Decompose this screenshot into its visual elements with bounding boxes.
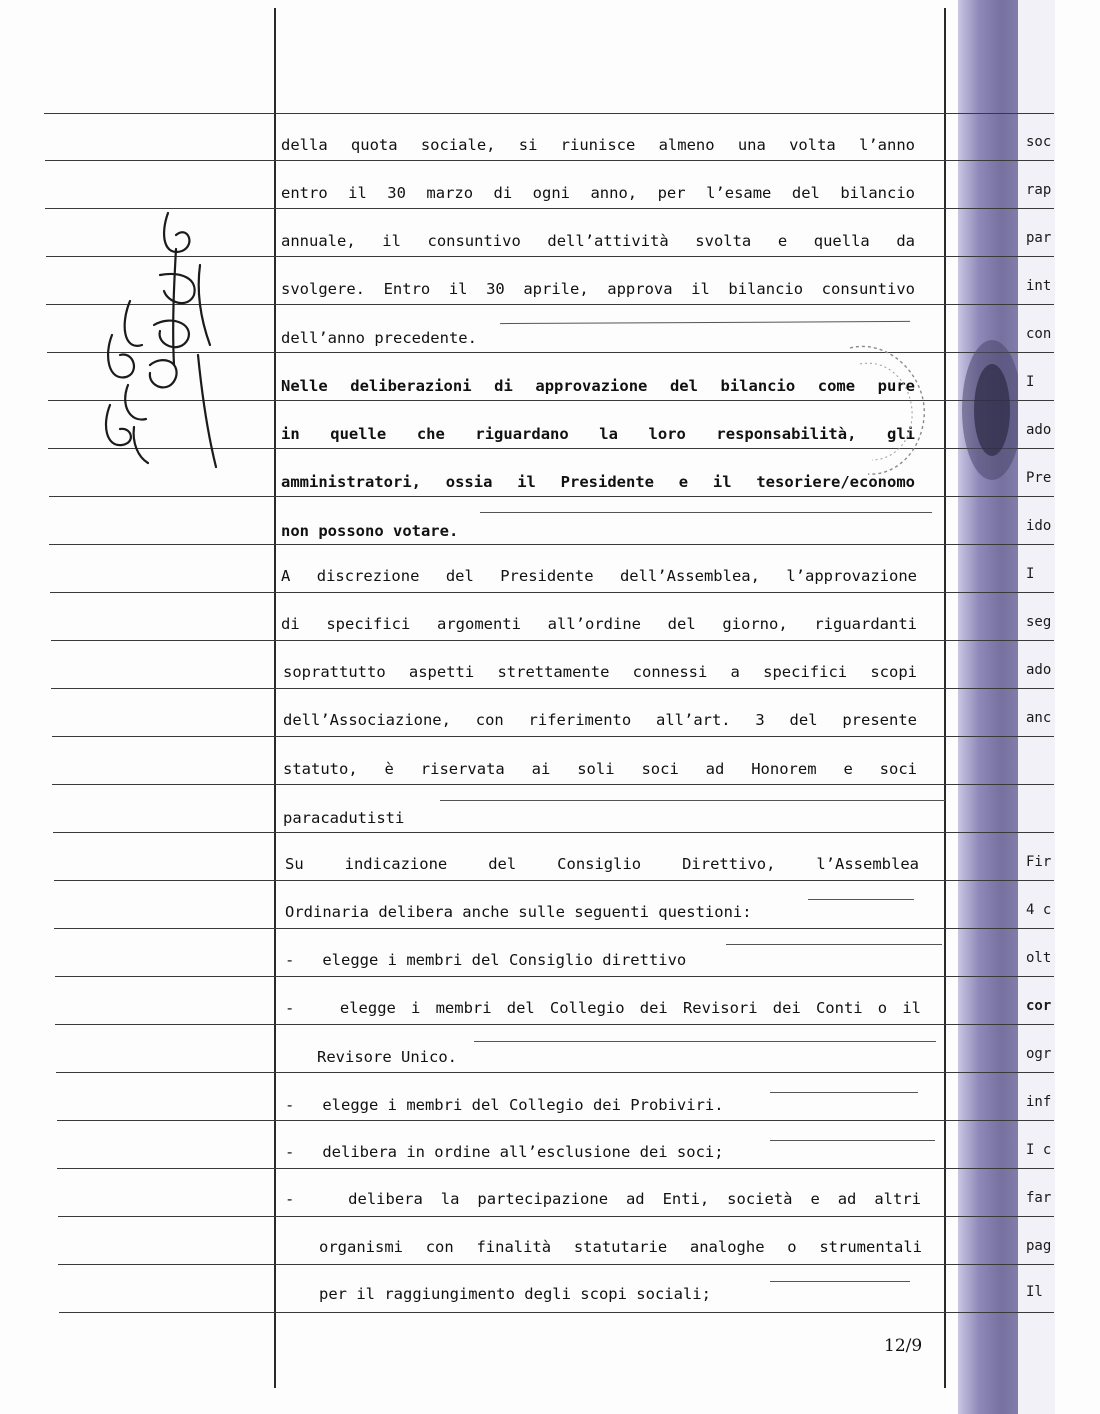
text-line-2: entro il 30 marzo di ogni anno, per l’esame del bilancio	[281, 184, 915, 202]
text-line-12: soprattutto aspetti strettamente connessi a specifici scopi	[283, 663, 917, 681]
next-page-fragment: pag	[1026, 1238, 1052, 1254]
text-line-24: organismi con finalità statutarie analoghe o strumentali	[319, 1238, 922, 1256]
ruled-line	[55, 1024, 1054, 1025]
next-page-fragment: Il	[1026, 1284, 1043, 1300]
next-page-fragment: 4 c	[1026, 902, 1052, 918]
text-line-1: della quota sociale, si riunisce almeno una volta l’anno	[281, 136, 915, 154]
text-line-25: per il raggiungimento degli scopi sociali;	[319, 1285, 711, 1303]
ruled-line	[58, 1264, 1054, 1265]
text-line-13: dell’Associazione, con riferimento all’art. 3 del presente	[283, 711, 917, 729]
text-line-9: non possono votare.	[281, 522, 459, 540]
text-line-11: di specifici argomenti all’ordine del giorno, riguardanti	[281, 615, 917, 633]
ruled-line	[58, 1216, 1054, 1217]
ruled-line	[52, 784, 1054, 785]
fill-stroke	[770, 1281, 910, 1282]
text-line-3: annuale, il consuntivo dell’attività svolta e quella da	[281, 232, 915, 250]
text-line-21: - elegge i membri del Collegio dei Probiviri.	[285, 1096, 724, 1114]
next-page-fragment: Fir	[1026, 854, 1052, 870]
ruled-line	[57, 1168, 1054, 1169]
text-line-16: Su indicazione del Consiglio Direttivo, l’Assemblea	[285, 855, 919, 873]
ruled-line	[56, 1072, 1054, 1073]
text-line-4: svolgere. Entro il 30 aprile, approva il bilancio consuntivo	[281, 280, 915, 298]
handwritten-signature	[90, 205, 230, 485]
next-page-fragment: rap	[1026, 182, 1052, 198]
text-line-18: - elegge i membri del Consiglio direttivo	[285, 951, 687, 969]
next-page-fragment: ido	[1026, 518, 1052, 534]
text-line-15: paracadutisti	[283, 809, 405, 827]
text-line-17: Ordinaria delibera anche sulle seguenti questioni:	[285, 903, 752, 921]
next-page-fragment: far	[1026, 1190, 1052, 1206]
ruled-line	[57, 1120, 1054, 1121]
next-page-fragment: olt	[1026, 950, 1052, 966]
fill-stroke	[808, 899, 914, 900]
text-line-20: Revisore Unico.	[317, 1048, 457, 1066]
ink-stamp	[820, 338, 930, 478]
ruled-line	[51, 688, 1054, 689]
next-page-fragment: I	[1026, 566, 1035, 582]
fill-stroke	[770, 1092, 918, 1093]
next-page-fragment: con	[1026, 326, 1052, 342]
ruled-line	[55, 976, 1054, 977]
fill-stroke	[474, 1041, 936, 1042]
next-page-fragment: Pre	[1026, 470, 1052, 486]
next-page-fragment: ogr	[1026, 1046, 1052, 1062]
next-page-fragment: anc	[1026, 710, 1052, 726]
fill-stroke	[440, 800, 945, 801]
text-line-23: - delibera la partecipazione ad Enti, società e ad altri	[285, 1190, 921, 1208]
ruled-line	[45, 160, 1054, 161]
next-page-fragment: seg	[1026, 614, 1052, 630]
text-line-10: A discrezione del Presidente dell’Assemblea, l’approvazione	[281, 567, 917, 585]
text-line-7: in quelle che riguardano la loro responsabilità, gli	[281, 425, 915, 443]
next-page-fragment: int	[1026, 278, 1052, 294]
next-page-fragment: I	[1026, 374, 1035, 390]
next-page-fragment: inf	[1026, 1094, 1052, 1110]
page-number: 12/9	[884, 1336, 923, 1356]
right-margin-rule	[944, 8, 946, 1388]
ruled-line	[59, 1312, 1054, 1313]
text-line-5: dell’anno precedente.	[281, 329, 477, 347]
ruled-line	[49, 496, 1054, 497]
fill-stroke	[726, 944, 942, 945]
text-line-22: - delibera in ordine all’esclusione dei soci;	[285, 1143, 724, 1161]
ruled-line	[50, 592, 1054, 593]
next-page-fragment: ado	[1026, 422, 1052, 438]
next-page-fragment: I c	[1026, 1142, 1052, 1158]
next-page-fragment: par	[1026, 230, 1052, 246]
ruled-line	[53, 832, 1054, 833]
ruled-line	[44, 113, 1054, 114]
fill-stroke	[770, 1140, 935, 1141]
ruled-line	[49, 544, 1054, 545]
next-page-fragment: cor	[1026, 998, 1052, 1014]
ruled-line	[51, 640, 1054, 641]
ruled-line	[54, 880, 1054, 881]
next-page-fragment: ado	[1026, 662, 1052, 678]
text-line-8: amministratori, ossia il Presidente e il tesoriere/economo	[281, 473, 915, 491]
text-line-6: Nelle deliberazioni di approvazione del bilancio come pure	[281, 377, 915, 395]
text-line-19: - elegge i membri del Collegio dei Revisori dei Conti o il	[285, 999, 921, 1017]
next-page-fragment: soc	[1026, 134, 1052, 150]
left-margin-rule	[274, 8, 276, 1388]
ruled-line	[52, 736, 1054, 737]
fill-stroke	[500, 321, 910, 324]
text-line-14: statuto, è riservata ai soli soci ad Honorem e soci	[283, 760, 917, 778]
stamp-overlay	[958, 330, 1018, 500]
ruled-line	[54, 928, 1054, 929]
fill-stroke	[480, 512, 932, 513]
